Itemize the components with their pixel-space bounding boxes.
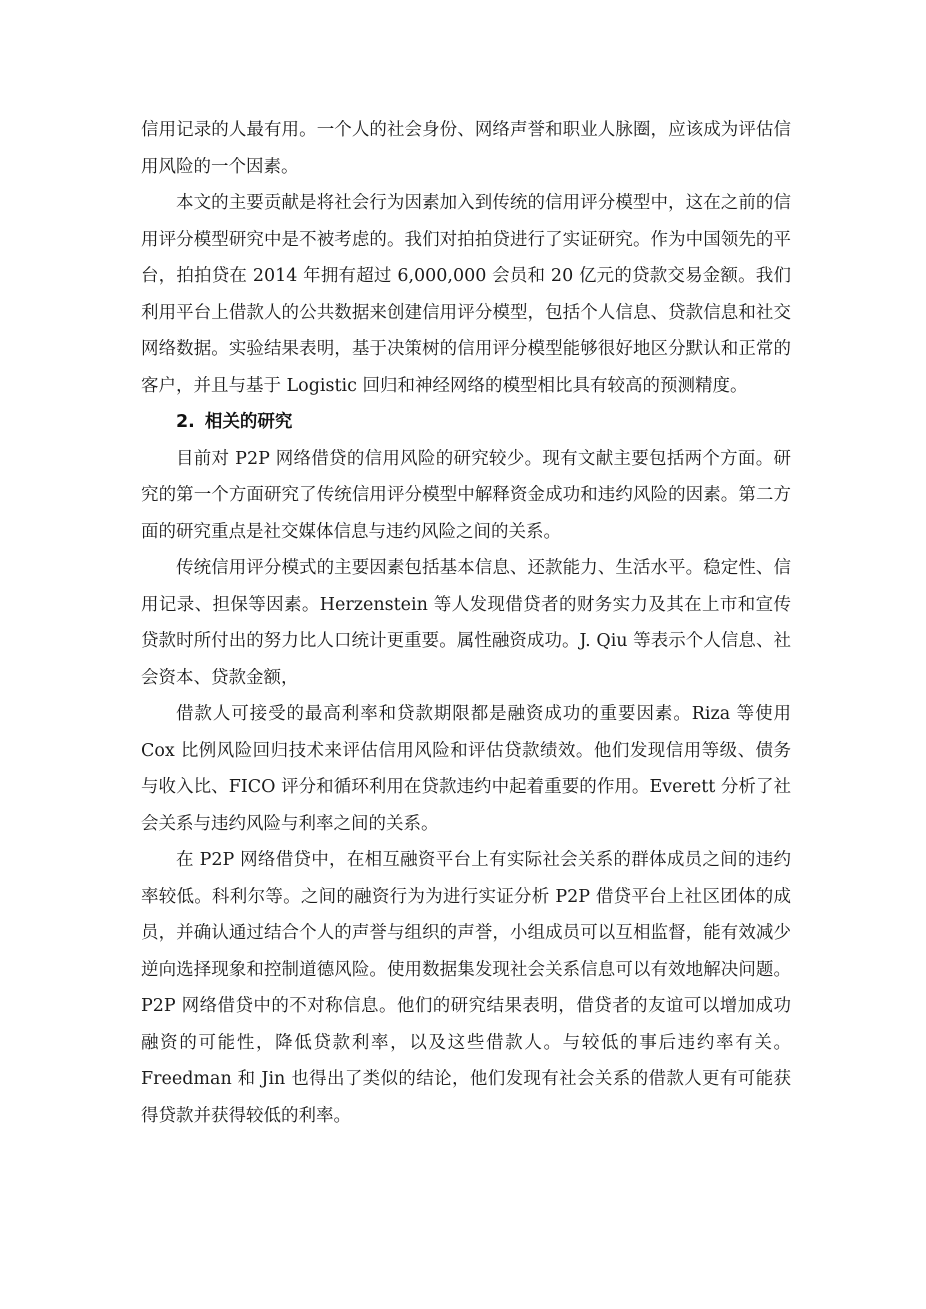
section-title: 相关的研究 [204,412,293,432]
section-heading [141,404,791,441]
paragraph-5: 借款人可接受的最高利率和贷款期限都是融资成功的重要因素。Riza 等使用 Cox 比例风险回归技术来评估信用风险和评估贷款绩效。他们发现信用等级、债务与收入比、FICO 评分和循环利用在贷款违约中起着重要的作用。Everett 分析了社会关系与违约风险与利率之间的关系。 [141,704,791,834]
paragraph-1: 信用记录的人最有用。一个人的社会身份、网络声誉和职业人脉圈，应该成为评估信用风险的一个因素。 [141,120,791,177]
paragraph-2: 本文的主要贡献是将社会行为因素加入到传统的信用评分模型中，这在之前的信用评分模型研究中是不被考虑的。我们对拍拍贷进行了实证研究。作为中国领先的平台，拍拍贷在 2014 年拥有超过 6,000,000 会员和 20 亿元的贷款交易金额。我们利用平台上借款人的公共数据来创建信用评分模型，包括个人信息、贷款信息和社交网络数据。实验结果表明，基于决策树的信用评分模型能够很好地区分默认和正常的客户，并且与基于 Logistic 回归和神经网络的模型相比具有较高的预测精度。 [141,193,791,396]
paragraph-4: 传统信用评分模式的主要因素包括基本信息、还款能力、生活水平。稳定性、信用记录、担保等因素。Herzenstein 等人发现借贷者的财务实力及其在上市和宣传贷款时所付出的努力比人口统计更重要。属性融资成功。J. Qiu 等表示个人信息、社会资本、贷款金额， [141,558,791,688]
document-body [141,112,791,1134]
paragraph-6: 在 P2P 网络借贷中，在相互融资平台上有实际社会关系的群体成员之间的违约率较低。科利尔等。之间的融资行为为进行实证分析 P2P 借贷平台上社区团体的成员，并确认通过结合个人的声誉与组织的声誉，小组成员可以互相监督，能有效减少逆向选择现象和控制道德风险。使用数据集发现社会关系信息可以有效地解决问题。P2P 网络借贷中的不对称信息。他们的研究结果表明，借贷者的友谊可以增加成功融资的可能性，降低贷款利率，以及这些借款人。与较低的事后违约率有关。Freedman 和 Jin 也得出了类似的结论，他们发现有社会关系的借款人更有可能获得贷款并获得较低的利率。 [141,850,791,1126]
paragraph-3: 目前对 P2P 网络借贷的信用风险的研究较少。现有文献主要包括两个方面。研究的第一个方面研究了传统信用评分模型中解释资金成功和违约风险的因素。第二方面的研究重点是社交媒体信息与违约风险之间的关系。 [141,448,791,542]
section-number: 2. [176,412,195,432]
